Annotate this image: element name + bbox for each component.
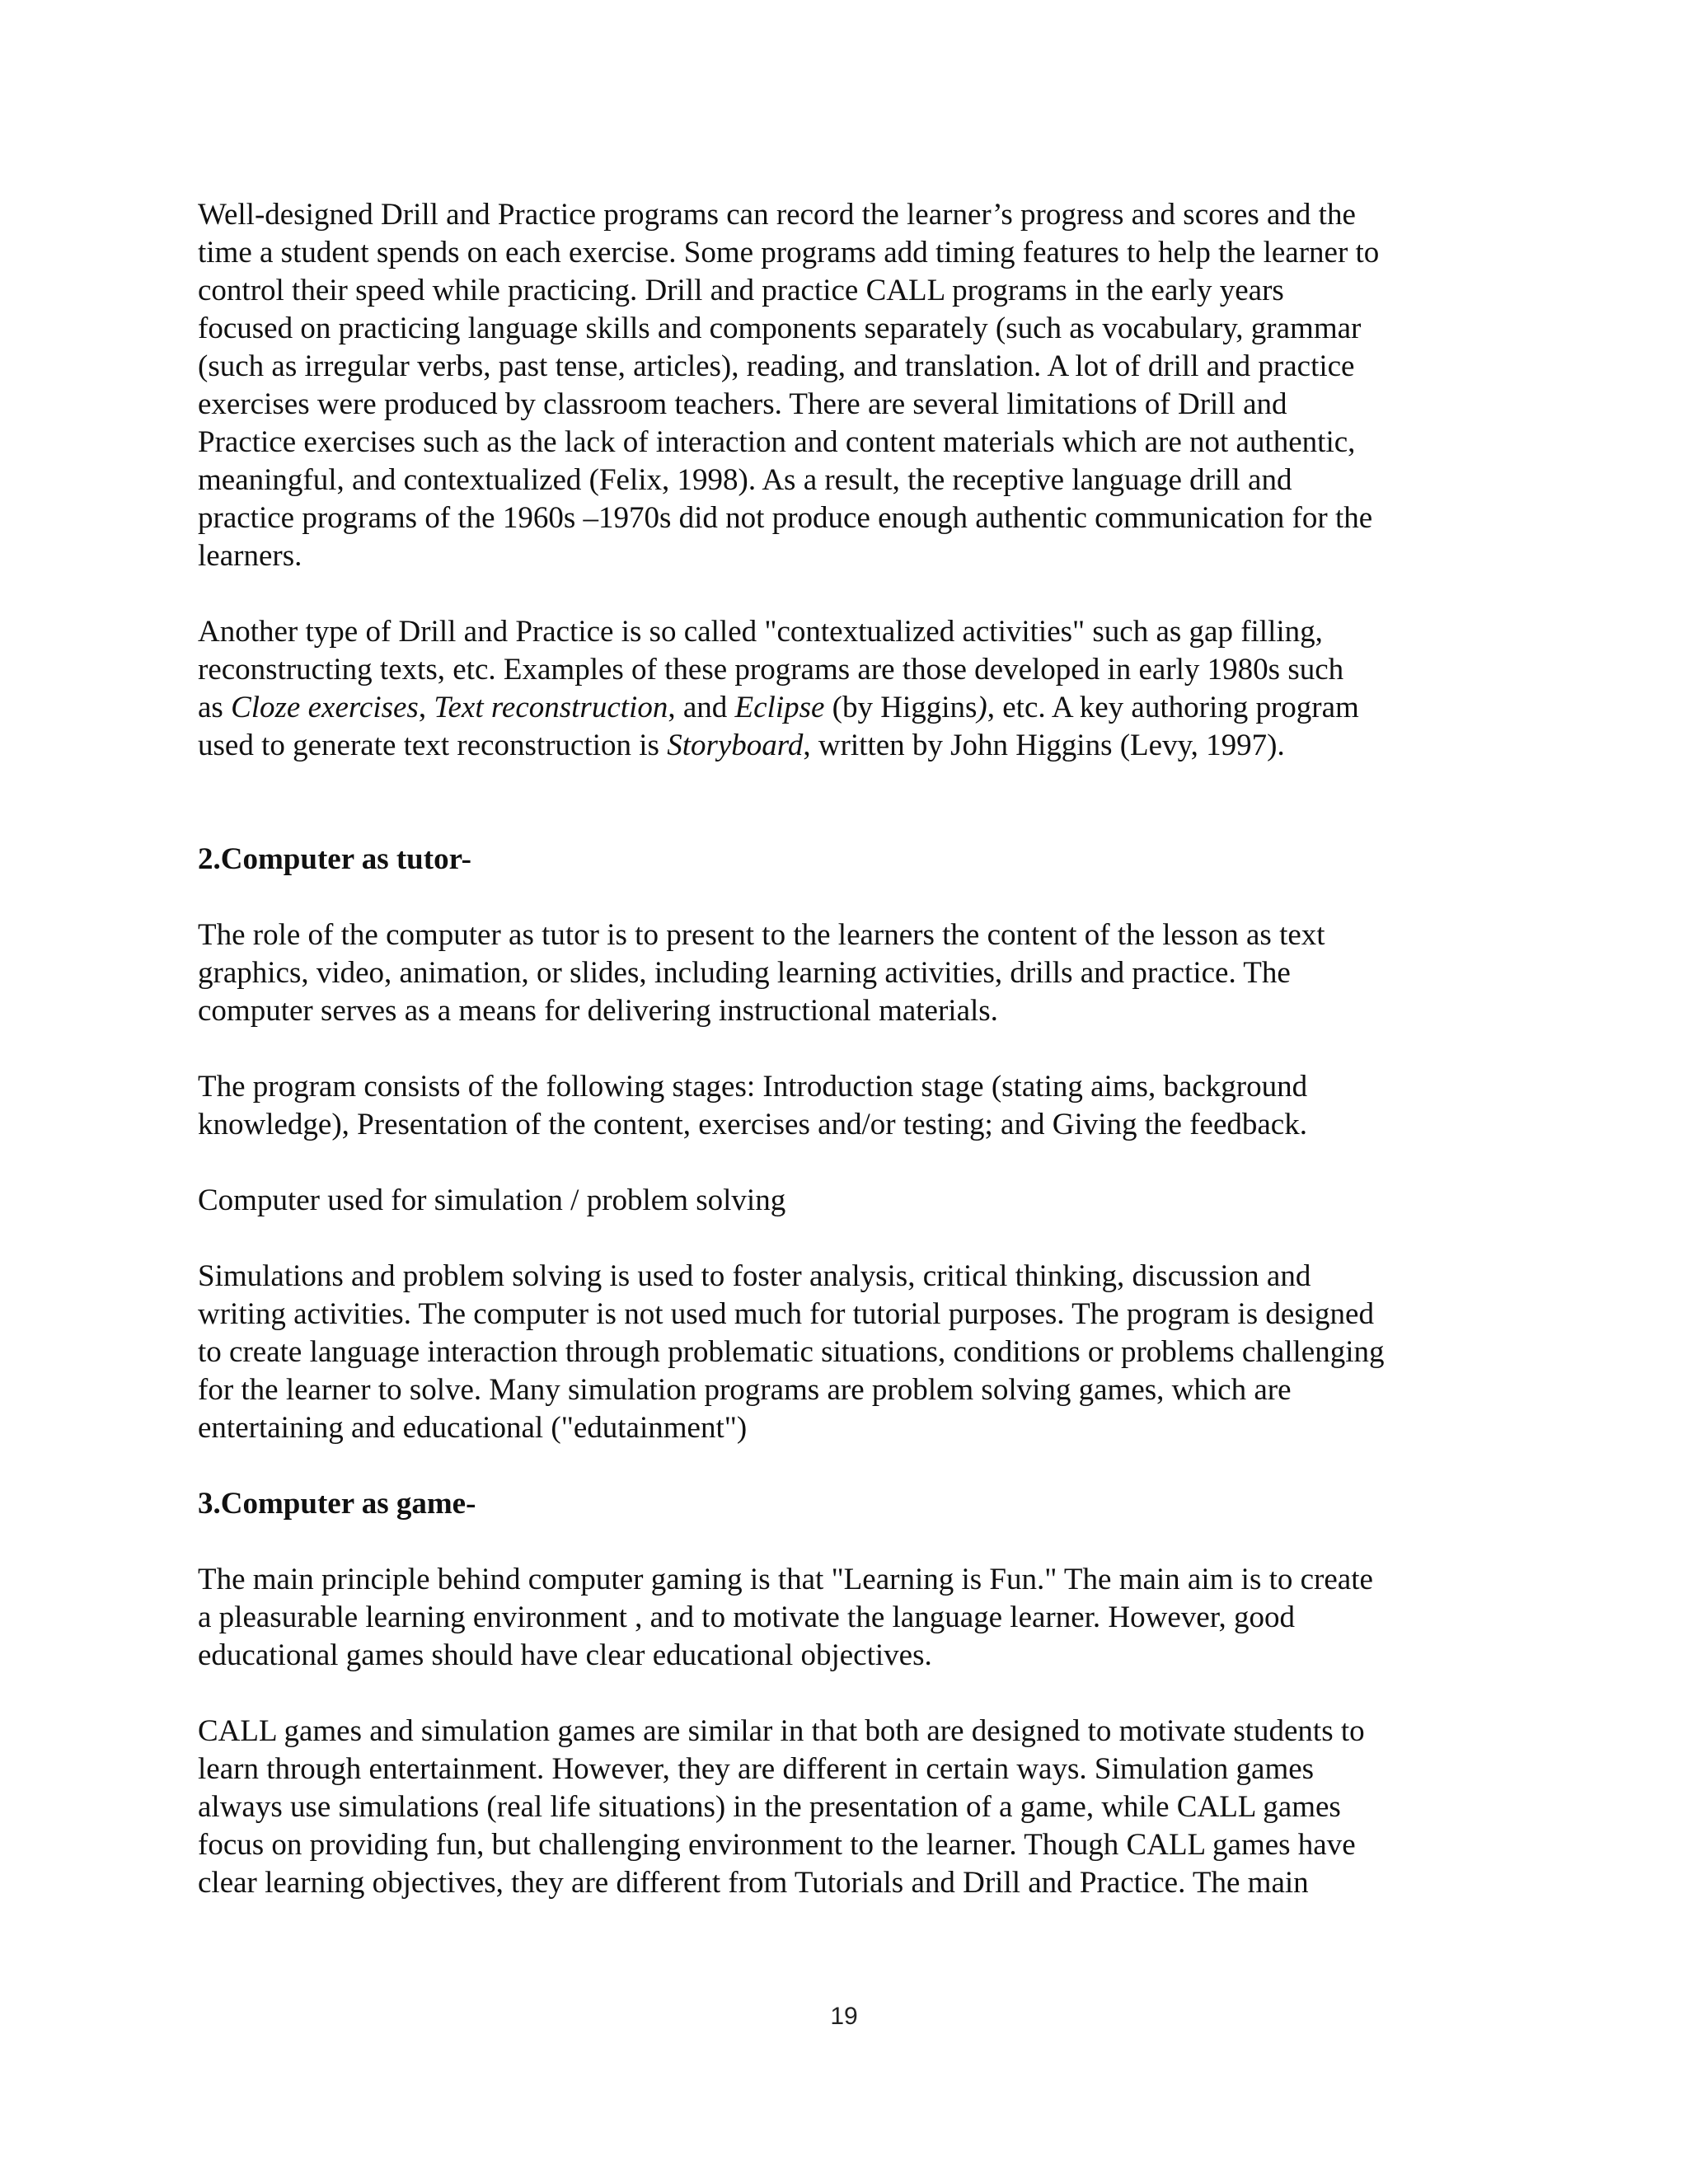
- text-line: writing activities. The computer is not used much for tutorial purposes. The program is designed: [198, 1297, 1374, 1331]
- text-line: a pleasurable learning environment , and to motivate the language learner. However, good: [198, 1601, 1296, 1634]
- text-run: used to generate text reconstruction is: [198, 729, 668, 762]
- text-line: (such as irregular verbs, past tense, articles), reading, and translation. A lot of drill and practice: [198, 349, 1355, 383]
- italic-title-storyboard: Storyboard: [667, 729, 804, 762]
- text-line: Computer used for simulation / problem solving: [198, 1183, 786, 1217]
- italic-title-text-reconstruction: Text reconstruction: [434, 691, 668, 724]
- text-run: , etc. A key authoring program: [987, 691, 1359, 724]
- paragraph-simulation-subtitle: [198, 1182, 1492, 1220]
- section-heading-computer-as-tutor: 2.Computer as tutor-: [198, 842, 471, 876]
- text-run: as: [198, 691, 232, 724]
- text-line: focus on providing fun, but challenging environment to the learner. Though CALL games have: [198, 1828, 1356, 1862]
- text-line: Simulations and problem solving is used to foster analysis, critical thinking, discussion and: [198, 1259, 1311, 1293]
- text-line: [198, 689, 1492, 727]
- paragraph-gaming-principle: [198, 1561, 1492, 1675]
- italic-paren: ): [977, 691, 987, 724]
- text-line: learn through entertainment. However, they are different in certain ways. Simulation games: [198, 1752, 1315, 1786]
- text-line: focused on practicing language skills and components separately (such as vocabulary, grammar: [198, 312, 1362, 345]
- paragraph-drill-practice: [198, 196, 1492, 575]
- text-line: The main principle behind computer gaming is that "Learning is Fun." The main aim is to create: [198, 1563, 1373, 1596]
- text-line: clear learning objectives, they are different from Tutorials and Drill and Practice. The main: [198, 1866, 1309, 1900]
- text-run: (by Higgins: [824, 691, 978, 724]
- text-line: Practice exercises such as the lack of interaction and content materials which are not authentic,: [198, 425, 1356, 459]
- text-run: , written by John Higgins (Levy, 1997).: [803, 729, 1285, 762]
- text-line: knowledge), Presentation of the content, exercises and/or testing; and Giving the feedback.: [198, 1108, 1307, 1141]
- text-line: The role of the computer as tutor is to present to the learners the content of the lesson as text: [198, 918, 1325, 952]
- text-line: time a student spends on each exercise. Some programs add timing features to help the learner to: [198, 236, 1380, 269]
- text-line: practice programs of the 1960s –1970s did not produce enough authentic communication for the: [198, 501, 1373, 535]
- text-line: educational games should have clear educational objectives.: [198, 1638, 932, 1672]
- text-line: CALL games and simulation games are similar in that both are designed to motivate students to: [198, 1714, 1365, 1748]
- text-line: control their speed while practicing. Drill and practice CALL programs in the early years: [198, 274, 1284, 307]
- text-line: Another type of Drill and Practice is so called "contextualized activities" such as gap filling,: [198, 615, 1323, 649]
- paragraph-simulations: [198, 1258, 1492, 1447]
- text-line: The program consists of the following stages: Introduction stage (stating aims, background: [198, 1070, 1308, 1104]
- section-heading-computer-as-game: 3.Computer as game-: [198, 1487, 476, 1521]
- text-line: computer serves as a means for delivering instructional materials.: [198, 994, 998, 1028]
- text-line: for the learner to solve. Many simulation programs are problem solving games, which are: [198, 1373, 1292, 1407]
- text-line: always use simulations (real life situations) in the presentation of a game, while CALL games: [198, 1790, 1341, 1824]
- text-line: meaningful, and contextualized (Felix, 1998). As a result, the receptive language drill and: [198, 463, 1292, 497]
- paragraph-program-stages: [198, 1068, 1492, 1144]
- text-line: graphics, video, animation, or slides, including learning activities, drills and practice. The: [198, 956, 1291, 990]
- italic-title-eclipse: Eclipse: [734, 691, 825, 724]
- text-line: [198, 727, 1492, 765]
- text-line: to create language interaction through problematic situations, conditions or problems challenging: [198, 1335, 1385, 1369]
- page-number: 19: [830, 2003, 858, 2030]
- paragraph-call-games: [198, 1713, 1492, 1902]
- text-line: learners.: [198, 539, 302, 573]
- text-line: reconstructing texts, etc. Examples of these programs are those developed in early 1980s such: [198, 653, 1344, 687]
- text-run: , and: [668, 691, 735, 724]
- paragraph-tutor-role: [198, 916, 1492, 1030]
- italic-title-cloze: Cloze exercises: [231, 691, 419, 724]
- text-run: ,: [418, 691, 434, 724]
- paragraph-contextualized-activities: [198, 613, 1492, 765]
- text-line: exercises were produced by classroom teachers. There are several limitations of Drill and: [198, 387, 1287, 421]
- text-line: entertaining and educational ("edutainment"): [198, 1411, 748, 1445]
- text-line: Well-designed Drill and Practice programs can record the learner’s progress and scores and the: [198, 198, 1356, 232]
- page-content: [198, 196, 1492, 1940]
